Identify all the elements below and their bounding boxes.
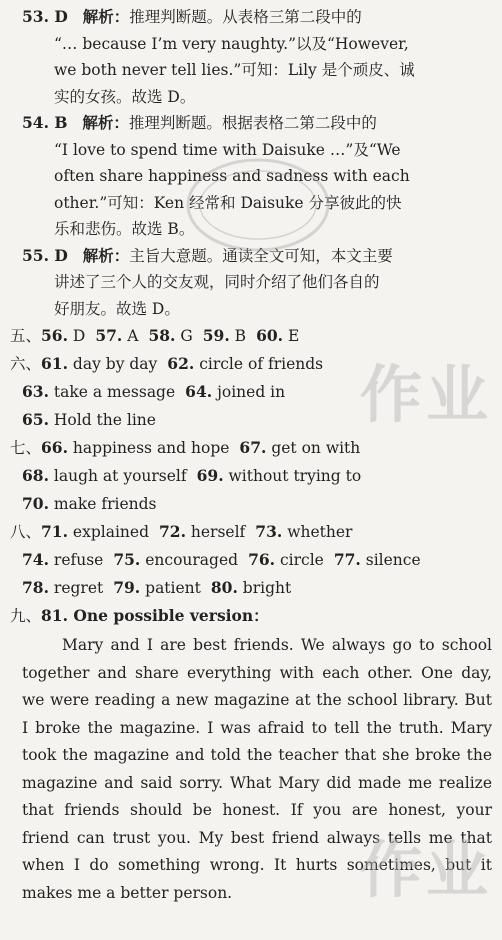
section-5-answers: 五、56. D 57. A 58. G 59. B 60. E	[10, 322, 492, 350]
analysis-tag: 解析：	[82, 7, 130, 26]
answer-item: 61. day by day	[41, 354, 158, 373]
answer-item: 72. herself	[159, 522, 246, 541]
analysis-tag: 解析：	[82, 245, 130, 265]
answer-item: 69. without trying to	[196, 466, 362, 485]
answer-label: 55. D	[22, 245, 68, 265]
answer-item: 63. take a message	[22, 382, 176, 401]
answer-row: 六、61. day by day 62. circle of friends	[10, 354, 324, 373]
answer-53: 53. D 解析：推理判断题。从表格三第二段中的 “… because I’m very naughty.”以及“However, we both never tell lies.”可知：Lily 是个顽皮、诚 实的女孩。故选 D。	[22, 7, 415, 106]
answer-row	[22, 462, 492, 490]
answer-item: 77. silence	[333, 550, 421, 569]
answer-row	[22, 546, 492, 574]
answer-item: 70. make friends	[22, 494, 157, 513]
answer-item: 66. happiness and hope	[41, 438, 230, 457]
answer-item: 56. D	[41, 326, 86, 345]
section-9-heading: 九、81. One possible version：	[10, 606, 269, 625]
answer-row: 七、66. happiness and hope 67. get on with	[10, 438, 361, 457]
answer-item: 60. E	[256, 326, 300, 345]
section-6-answers	[10, 350, 492, 434]
answer-item: 75. encouraged	[113, 550, 239, 569]
answer-item: 65. Hold the line	[22, 410, 156, 429]
answer-item: 71. explained	[41, 522, 149, 541]
watermark-text: 作业	[360, 358, 493, 431]
answer-54: 54. B 解析：推理判断题。根据表格二第二段中的 “I love to spend time with Daisuke …”及“We often share happiness and sadness with each other.”可知：Ken 经常和 Daisuke 分享彼此的快 乐和悲伤。故选 B。	[22, 113, 410, 238]
answer-label: 53. D	[22, 7, 68, 26]
answer-row	[22, 378, 492, 406]
watermark-text: 作业	[360, 833, 493, 906]
answer-item: 57. A	[95, 326, 139, 345]
answer-item: 78. regret	[22, 578, 104, 597]
answer-item: 62. circle of friends	[167, 354, 324, 373]
answer-55: 55. D 解析：主旨大意题。通读全文可知，本文主要 讲述了三个人的交友观，同时介绍了他们各自的 好朋友。故选 D。	[22, 245, 393, 318]
answer-row	[22, 574, 492, 602]
essay-label: 81. One possible version：	[41, 606, 269, 625]
answer-item: 74. refuse	[22, 550, 104, 569]
answer-item: 76. circle	[248, 550, 324, 569]
answer-row	[22, 490, 492, 518]
section-5-items	[41, 327, 309, 345]
section-7-answers	[10, 434, 492, 518]
analysis-tag: 解析：	[82, 113, 129, 132]
answer-label: 54. B	[22, 113, 68, 132]
answer-row: 八、71. explained 72. herself 73. whether	[10, 522, 353, 541]
answer-item: 64. joined in	[185, 382, 286, 401]
answer-item: 80. bright	[210, 578, 292, 597]
answer-item: 73. whether	[255, 522, 353, 541]
answer-row	[22, 406, 492, 434]
answer-item: 59. B	[202, 326, 247, 345]
answer-item: 67. get on with	[239, 438, 361, 457]
answer-item: 68. laugh at yourself	[22, 466, 187, 485]
section-8-answers	[10, 518, 492, 602]
answer-item: 79. patient	[113, 578, 201, 597]
answer-item: 58. G	[148, 326, 193, 345]
sample-essay: Mary and I are best friends. We always go to school together and share everything with each other. One day, we were reading a new magazine at the school library. But I broke the magazine. I was afraid to tell the truth. Mary took the magazine and told the teacher that she broke the magazine and said sorry. What Mary did made me realize that friends should be honest. If you are honest, your friend can trust you. My best friend always tells me that when I do something wrong. It hurts sometimes, but it makes me a better person.	[22, 636, 492, 902]
